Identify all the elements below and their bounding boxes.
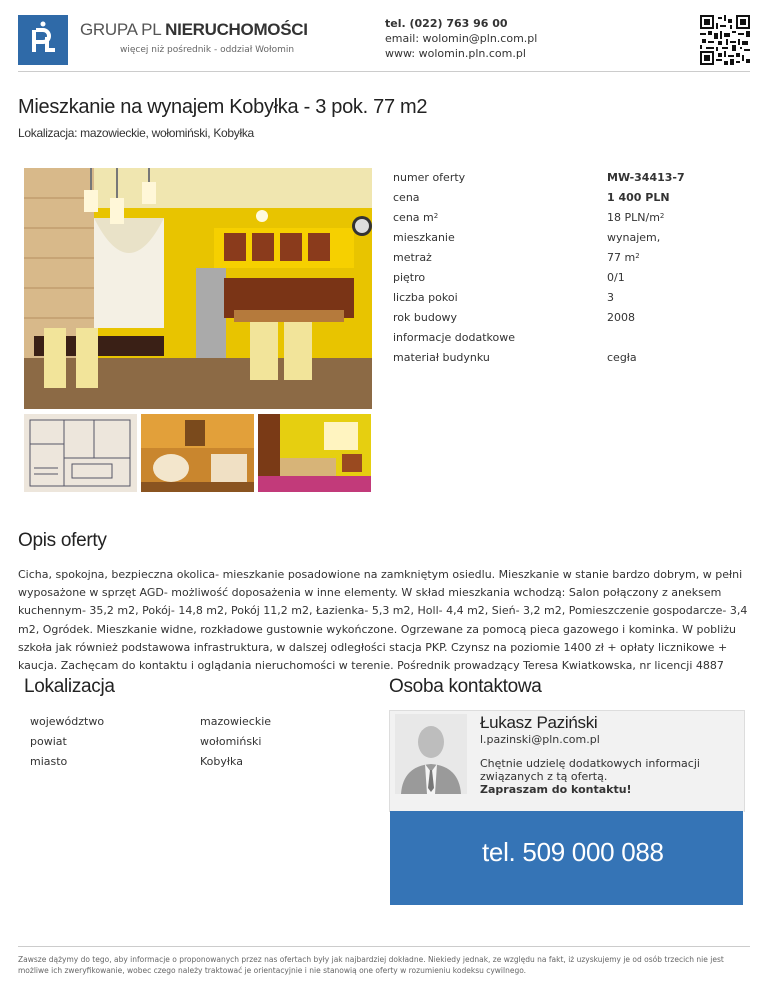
price: 1 400 PLN xyxy=(607,191,670,204)
offer-number: MW-34413-7 xyxy=(607,171,685,184)
agent-email[interactable]: l.pazinski@pln.com.pl xyxy=(480,733,600,746)
agent-name: Łukasz Paziński xyxy=(480,713,598,732)
detail-row-material: materiał budynku cegła xyxy=(393,351,637,364)
location-row-city: miasto Kobyłka xyxy=(30,755,243,768)
description-heading: Opis oferty xyxy=(18,530,107,551)
bedroom-thumbnail[interactable] xyxy=(258,414,371,492)
offer-location: Lokalizacja: mazowieckie, wołomiński, Kobyłka xyxy=(18,126,254,140)
slogan: więcej niż pośrednik - oddział Wołomin xyxy=(120,45,295,55)
contact-person-card xyxy=(389,710,745,812)
office-contact xyxy=(385,16,537,61)
agent-phone[interactable]: tel. 509 000 088 xyxy=(482,837,664,867)
location-row-county: powiat wołomiński xyxy=(30,735,262,748)
detail-row-offer-number: numer oferty MW-34413-7 xyxy=(393,168,750,188)
header-divider xyxy=(18,71,750,72)
office-website[interactable]: www: wolomin.pln.com.pl xyxy=(385,47,526,60)
contact-heading: Osoba kontaktowa xyxy=(389,676,542,697)
offer-title: Mieszkanie na wynajem Kobyłka - 3 pok. 77 m2 xyxy=(18,96,428,118)
disclaimer: Zawsze dążymy do tego, aby informacje o proponowanych przez nas ofertach były jak najbardziej dokładne. Niekiedy jednak, ze względu na fakt, iż uzyskujemy je od osób trzecich nie jest możliwe ich zweryfikowanie, wobec czego należy traktować je orientacyjnie i nie stanowią one oferty w rozumieniu kodeksu cywilnego. xyxy=(18,955,724,975)
agent-phone-banner[interactable] xyxy=(390,811,743,905)
agent-message: Chętnie udzielę dodatkowych informacji związanych z tą ofertą. Zapraszam do kontaktu! xyxy=(480,757,700,796)
pl-logo-icon xyxy=(18,15,68,65)
floor-plan-thumbnail[interactable] xyxy=(24,414,137,492)
detail-row-type: mieszkanie wynajem, xyxy=(393,231,661,244)
offer-details xyxy=(393,168,750,368)
detail-row-price: cena 1 400 PLN xyxy=(393,188,750,208)
location-table xyxy=(30,712,350,772)
main-photo[interactable] xyxy=(24,168,372,409)
location-heading: Lokalizacja xyxy=(24,676,115,697)
detail-row-build-year: rok budowy 2008 xyxy=(393,311,635,324)
detail-row-floor: piętro 0/1 xyxy=(393,271,625,284)
location-row-voivodeship: województwo mazowieckie xyxy=(30,715,272,728)
detail-row-extra-info: informacje dodatkowe xyxy=(393,331,516,344)
detail-row-rooms: liczba pokoi 3 xyxy=(393,291,614,304)
company-logo xyxy=(18,15,68,65)
qr-code-icon xyxy=(700,15,750,65)
avatar xyxy=(395,714,467,794)
footer-divider xyxy=(18,946,750,947)
office-phone[interactable]: tel. (022) 763 96 00 xyxy=(385,17,508,30)
detail-row-area: metraż 77 $m^2$ xyxy=(393,251,640,264)
bathroom-thumbnail[interactable] xyxy=(141,414,254,492)
brand-name: GRUPA PL NIERUCHOMOŚCI xyxy=(80,20,308,39)
detail-row-price-per-m2: cena $m^2$ 18 PLN/$m^2$ xyxy=(393,211,665,224)
office-email[interactable]: email: wolomin@pln.com.pl xyxy=(385,32,538,45)
description-text: Cicha, spokojna, bezpieczna okolica- mieszkanie posadowione na zamkniętym osiedlu. Mieszkanie w stanie bardzo dobrym, w pełni wyposażone w sprzęt AGD- możliwość doposażenia w inne elementy. W skład mieszkania wchodzą: Salon połączony z aneksem kuchennym- 35,2 m2, Pokój- 14,8 m2, Pokój 11,2 m2, Łazienka- 5,3 m2, Holl- 4,4 m2, Sień- 3,2 m2, Pomieszczenie gospodarcze- 3,4 m2, Ogródek. Mieszkanie widne, rozkładowe gustownie wykończone. Ogrzewane za pomocą pieca gazowego i kominka. W pobliżu szkoła jak również podstawowa infrastruktura, w dalszej odległości stacja PKP. Czynsz na poziomie 1400 zł + opłaty licznikowe + kaucja. Zachęcam do kontaktu i oglądania nieruchomości w terenie. Pośrednik prowadzący Teresa Kwiatkowska, nr licencji 4887 xyxy=(18,568,748,673)
